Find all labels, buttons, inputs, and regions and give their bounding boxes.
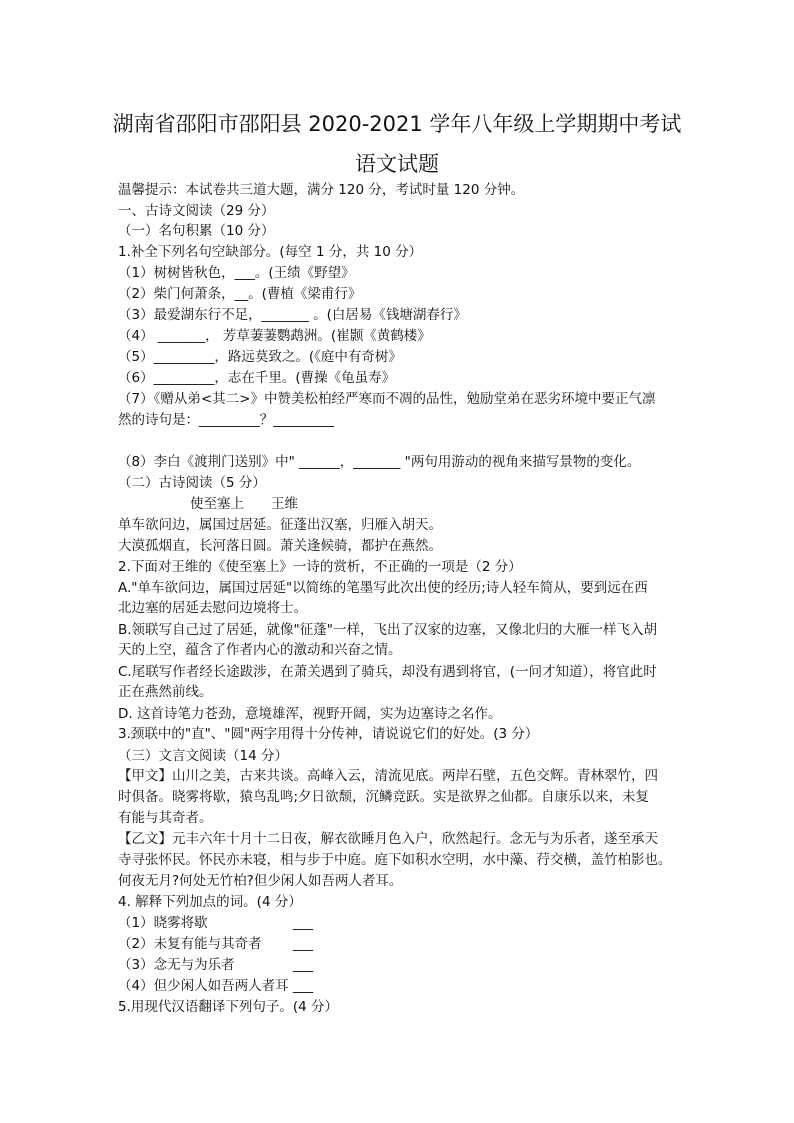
question-item: （7）《赠从弟<其二>》中赞美松柏经严寒而不凋的品性，勉励堂弟在恶劣环境中要正气凛 (118, 391, 656, 407)
question-item: （2）柴门何萧条，__。(曹植《梁甫行》 (118, 286, 362, 302)
poem-line: 大漠孤烟直，长河落日圆。萧关逢候骑，都护在燕然。 (118, 538, 442, 554)
exam-notice: 温馨提示：本试卷共三道大题，满分 120 分，考试时量 120 分钟。 (118, 182, 525, 198)
option-text: A."单车欲问边，属国过居延"以简练的笔墨写此次出使的经历;诗人轻车简从，要到远在西 (118, 580, 648, 596)
question-item: （1）树树皆秋色，___。(王绩《野望》 (118, 265, 355, 281)
poem-title: 使至塞上 王维 (190, 496, 298, 512)
question-item: （3）最爱湖东行不足，_______ 。(白居易《钱塘湖春行》 (118, 307, 467, 323)
passage-text: 有能与其奇者。 (118, 810, 213, 826)
poem-line: 单车欲问边，属国过居延。征蓬出汉塞，归雁入胡天。 (118, 517, 442, 533)
section-heading: 一、古诗文阅读（29 分） (118, 203, 275, 219)
question-text: 2.下面对王维的《使至塞上》一诗的赏析，不正确的一项是（2 分） (118, 559, 522, 575)
page-subtitle: 语文试题 (355, 152, 439, 176)
option-text: 北边塞的居延去慰问边境将士。 (118, 600, 307, 616)
question-text: 3.颈联中的"直"、"圆"两字用得十分传神，请说说它们的好处。(3 分） (118, 726, 539, 742)
question-item: （6）_________，志在千里。(曹操《龟虽寿》 (118, 370, 396, 386)
option-text: 正在燕然前线。 (118, 684, 213, 700)
question-item: （8）李白《渡荆门送别》中" ______，_______ "两句用游动的视角来描写景物的变化。 (118, 454, 641, 470)
option-text: B.领联写自己过了居延，就像"征蓬"一样，飞出了汉家的边塞，又像北归的大雁一样飞入胡 (118, 622, 657, 638)
passage-text: 【甲文】山川之美，古来共谈。高峰入云，清流见底。两岸石壁，五色交辉。青林翠竹，四 (118, 768, 658, 784)
question-text: 5.用现代汉语翻译下列句子。(4 分） (118, 999, 339, 1015)
question-item: （4） _______， 芳草萋萋鹦鹉洲。(崔颢《黄鹤楼》 (118, 328, 431, 344)
question-item: （5）_________，路远莫致之。(《庭中有奇树》 (118, 349, 402, 365)
passage-text: 时俱备。晓雾将歇，猿鸟乱鸣;夕日欲颓，沉鳞竞跃。实是欲界之仙都。自康乐以来，未复 (118, 789, 650, 805)
question-item: （4）但少闲人如吾两人者耳 ___ (118, 978, 314, 994)
question-text: 1.补全下列名句空缺部分。(每空 1 分，共 10 分） (118, 244, 423, 260)
page-title: 湖南省邵阳市邵阳县 2020-2021 学年八年级上学期期中考试 (112, 112, 682, 136)
passage-text: 何夜无月?何处无竹柏?但少闲人如吾两人者耳。 (118, 873, 403, 889)
option-text: 天的上空，蕴含了作者内心的激动和兴奋之情。 (118, 642, 402, 658)
question-item: （1）晓雾将歇 ___ (118, 915, 314, 931)
passage-text: 【乙文】元丰六年十月十二日夜，解衣欲睡月色入户，欣然起行。念无与为乐者，遂至承天 (118, 831, 658, 847)
question-text: 4. 解释下列加点的词。(4 分） (118, 894, 302, 910)
question-item: （3）念无与为乐者 ___ (118, 957, 314, 973)
option-text: C.尾联写作者经长途跋涉，在萧关遇到了骑兵，却没有遇到将官，(一问才知道），将官此时 (118, 664, 657, 680)
subsection-heading: （一）名句积累（10 分） (118, 223, 275, 239)
option-text: D. 这首诗笔力苍劲，意境雄浑，视野开阔，实为边塞诗之名作。 (118, 706, 502, 722)
subsection-heading: （三）文言文阅读（14 分） (118, 748, 288, 764)
question-item: 然的诗句是：_________？_________ (118, 412, 334, 428)
question-item: （2）未复有能与其奇者 ___ (118, 936, 314, 952)
passage-text: 寺寻张怀民。怀民亦未寝，相与步于中庭。庭下如积水空明，水中藻、荇交横，盖竹柏影也。 (118, 852, 672, 868)
subsection-heading: （二）古诗阅读（5 分） (118, 475, 266, 491)
